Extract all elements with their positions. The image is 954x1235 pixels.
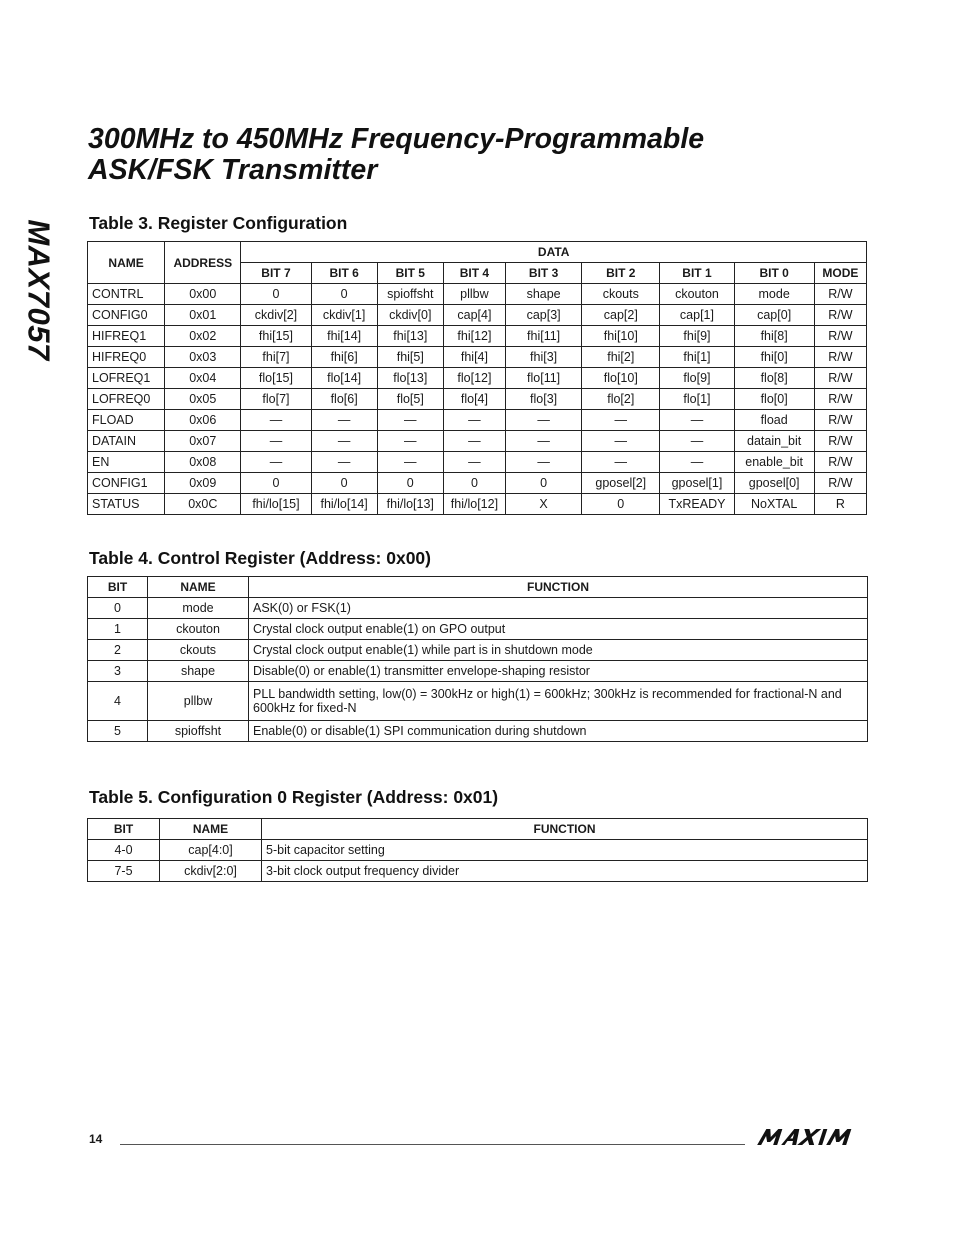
register-row xyxy=(88,410,867,431)
cell-address: 0x08 xyxy=(165,452,241,473)
cell-bit7: ckdiv[2] xyxy=(241,305,311,326)
cell-bit5: ckdiv[0] xyxy=(377,305,443,326)
control-bit-row xyxy=(88,598,868,619)
cell-function: Enable(0) or disable(1) SPI communication during shutdown xyxy=(249,721,868,742)
cell-bit6: flo[6] xyxy=(311,389,377,410)
cell-bit4: flo[4] xyxy=(443,389,505,410)
config0-register-rows xyxy=(88,840,868,882)
cell-name: shape xyxy=(148,661,249,682)
cell-bit5: fhi/lo[13] xyxy=(377,494,443,515)
register-row xyxy=(88,368,867,389)
header-bit: BIT xyxy=(88,577,148,598)
cell-mode: R/W xyxy=(814,410,866,431)
header-mode: MODE xyxy=(814,263,866,284)
cell-bit7: flo[15] xyxy=(241,368,311,389)
cell-bit: 4 xyxy=(88,682,148,721)
cell-address: 0x05 xyxy=(165,389,241,410)
cell-mode: R/W xyxy=(814,473,866,494)
cell-bit6: fhi/lo[14] xyxy=(311,494,377,515)
cell-function: 5-bit capacitor setting xyxy=(262,840,868,861)
cell-bit6: — xyxy=(311,431,377,452)
cell-bit7: 0 xyxy=(241,284,311,305)
cell-name: DATAIN xyxy=(88,431,165,452)
cell-mode: R/W xyxy=(814,305,866,326)
cell-name: STATUS xyxy=(88,494,165,515)
document-title xyxy=(88,124,704,186)
cell-bit6: — xyxy=(311,452,377,473)
cell-bit4: flo[12] xyxy=(443,368,505,389)
header-function: FUNCTION xyxy=(249,577,868,598)
cell-bit: 1 xyxy=(88,619,148,640)
cell-bit6: fhi[6] xyxy=(311,347,377,368)
cell-bit6: 0 xyxy=(311,284,377,305)
control-bit-row xyxy=(88,619,868,640)
cell-mode: R/W xyxy=(814,368,866,389)
cell-bit4: fhi[4] xyxy=(443,347,505,368)
header-bit6: BIT 6 xyxy=(311,263,377,284)
cell-bit: 4-0 xyxy=(88,840,160,861)
cell-bit7: fhi[15] xyxy=(241,326,311,347)
cell-bit1: gposel[1] xyxy=(660,473,734,494)
cell-bit4: cap[4] xyxy=(443,305,505,326)
cell-address: 0x04 xyxy=(165,368,241,389)
cell-bit7: fhi[7] xyxy=(241,347,311,368)
config0-bit-row xyxy=(88,861,868,882)
cell-bit1: — xyxy=(660,452,734,473)
cell-bit4: fhi[12] xyxy=(443,326,505,347)
cell-name: HIFREQ1 xyxy=(88,326,165,347)
cell-function: Crystal clock output enable(1) on GPO output xyxy=(249,619,868,640)
cell-bit0: flo[0] xyxy=(734,389,814,410)
register-row xyxy=(88,431,867,452)
header-function: FUNCTION xyxy=(262,819,868,840)
cell-bit3: flo[3] xyxy=(506,389,582,410)
header-bit2: BIT 2 xyxy=(582,263,660,284)
cell-bit0: datain_bit xyxy=(734,431,814,452)
cell-bit1: fhi[9] xyxy=(660,326,734,347)
cell-bit2: flo[10] xyxy=(582,368,660,389)
header-bit4: BIT 4 xyxy=(443,263,505,284)
cell-bit5: spioffsht xyxy=(377,284,443,305)
cell-mode: R/W xyxy=(814,347,866,368)
cell-function: ASK(0) or FSK(1) xyxy=(249,598,868,619)
cell-bit0: fhi[0] xyxy=(734,347,814,368)
control-bit-row xyxy=(88,682,868,721)
table3-title: Table 3. Register Configuration xyxy=(89,213,348,233)
cell-name: FLOAD xyxy=(88,410,165,431)
header-address: ADDRESS xyxy=(165,242,241,284)
register-row xyxy=(88,389,867,410)
cell-name: mode xyxy=(148,598,249,619)
cell-bit2: — xyxy=(582,410,660,431)
cell-bit1: flo[1] xyxy=(660,389,734,410)
table5-title: Table 5. Configuration 0 Register (Address: 0x01) xyxy=(89,787,499,807)
cell-bit1: — xyxy=(660,431,734,452)
cell-bit3: flo[11] xyxy=(506,368,582,389)
cell-bit1: — xyxy=(660,410,734,431)
cell-bit7: — xyxy=(241,431,311,452)
cell-bit: 0 xyxy=(88,598,148,619)
cell-bit2: flo[2] xyxy=(582,389,660,410)
cell-address: 0x00 xyxy=(165,284,241,305)
cell-bit5: 0 xyxy=(377,473,443,494)
cell-bit5: flo[5] xyxy=(377,389,443,410)
cell-address: 0x06 xyxy=(165,410,241,431)
header-name: NAME xyxy=(148,577,249,598)
cell-bit7: — xyxy=(241,452,311,473)
cell-bit5: fhi[13] xyxy=(377,326,443,347)
cell-bit2: ckouts xyxy=(582,284,660,305)
register-row xyxy=(88,473,867,494)
cell-bit5: — xyxy=(377,452,443,473)
cell-address: 0x09 xyxy=(165,473,241,494)
cell-bit6: ckdiv[1] xyxy=(311,305,377,326)
control-register-table xyxy=(87,576,868,742)
cell-function: Disable(0) or enable(1) transmitter envelope-shaping resistor xyxy=(249,661,868,682)
cell-name: LOFREQ0 xyxy=(88,389,165,410)
cell-bit1: ckouton xyxy=(660,284,734,305)
header-bit5: BIT 5 xyxy=(377,263,443,284)
document-title-line1: 300MHz to 450MHz Frequency-Programmable xyxy=(88,123,705,155)
cell-bit3: shape xyxy=(506,284,582,305)
cell-bit4: pllbw xyxy=(443,284,505,305)
header-bit7: BIT 7 xyxy=(241,263,311,284)
maxim-logo xyxy=(756,1127,866,1147)
cell-bit3: X xyxy=(506,494,582,515)
header-bit: BIT xyxy=(88,819,160,840)
cell-bit0: flo[8] xyxy=(734,368,814,389)
cell-name: pllbw xyxy=(148,682,249,721)
header-data: DATA xyxy=(241,242,867,263)
cell-name: CONFIG1 xyxy=(88,473,165,494)
cell-name: EN xyxy=(88,452,165,473)
cell-address: 0x07 xyxy=(165,431,241,452)
cell-mode: R/W xyxy=(814,431,866,452)
cell-function: 3-bit clock output frequency divider xyxy=(262,861,868,882)
header-name: NAME xyxy=(160,819,262,840)
cell-address: 0x01 xyxy=(165,305,241,326)
cell-bit7: — xyxy=(241,410,311,431)
cell-name: LOFREQ1 xyxy=(88,368,165,389)
config0-bit-row xyxy=(88,840,868,861)
config0-register-table xyxy=(87,818,868,882)
cell-bit7: fhi/lo[15] xyxy=(241,494,311,515)
cell-bit: 3 xyxy=(88,661,148,682)
cell-bit1: fhi[1] xyxy=(660,347,734,368)
register-row xyxy=(88,452,867,473)
cell-bit2: gposel[2] xyxy=(582,473,660,494)
register-rows xyxy=(88,284,867,515)
cell-bit1: flo[9] xyxy=(660,368,734,389)
cell-bit5: — xyxy=(377,410,443,431)
cell-bit2: fhi[10] xyxy=(582,326,660,347)
cell-name: CONTRL xyxy=(88,284,165,305)
side-part-number xyxy=(14,210,64,370)
cell-name: ckdiv[2:0] xyxy=(160,861,262,882)
cell-bit3: 0 xyxy=(506,473,582,494)
cell-function: Crystal clock output enable(1) while part is in shutdown mode xyxy=(249,640,868,661)
cell-address: 0x0C xyxy=(165,494,241,515)
cell-name: cap[4:0] xyxy=(160,840,262,861)
register-row xyxy=(88,326,867,347)
cell-bit4: — xyxy=(443,431,505,452)
cell-bit: 7-5 xyxy=(88,861,160,882)
cell-bit5: fhi[5] xyxy=(377,347,443,368)
control-bit-row xyxy=(88,640,868,661)
page-number: 14 xyxy=(89,1132,103,1146)
cell-name: CONFIG0 xyxy=(88,305,165,326)
cell-bit3: cap[3] xyxy=(506,305,582,326)
cell-bit6: flo[14] xyxy=(311,368,377,389)
cell-bit3: — xyxy=(506,452,582,473)
cell-name: HIFREQ0 xyxy=(88,347,165,368)
cell-bit4: fhi/lo[12] xyxy=(443,494,505,515)
cell-bit5: flo[13] xyxy=(377,368,443,389)
cell-name: ckouts xyxy=(148,640,249,661)
cell-name: ckouton xyxy=(148,619,249,640)
control-bit-row xyxy=(88,721,868,742)
register-row xyxy=(88,284,867,305)
cell-bit1: cap[1] xyxy=(660,305,734,326)
document-title-line2: ASK/FSK Transmitter xyxy=(88,154,378,186)
side-part-number-text: MAX7057 xyxy=(22,219,58,361)
header-bit3: BIT 3 xyxy=(506,263,582,284)
cell-bit3: — xyxy=(506,410,582,431)
cell-bit2: — xyxy=(582,452,660,473)
register-row xyxy=(88,305,867,326)
table4-title: Table 4. Control Register (Address: 0x00) xyxy=(89,548,431,568)
cell-bit0: mode xyxy=(734,284,814,305)
cell-bit0: NoXTAL xyxy=(734,494,814,515)
cell-bit: 2 xyxy=(88,640,148,661)
cell-bit2: fhi[2] xyxy=(582,347,660,368)
cell-bit7: 0 xyxy=(241,473,311,494)
register-configuration-table xyxy=(87,241,867,515)
cell-mode: R/W xyxy=(814,389,866,410)
cell-mode: R/W xyxy=(814,284,866,305)
cell-bit6: 0 xyxy=(311,473,377,494)
header-bit0: BIT 0 xyxy=(734,263,814,284)
cell-bit0: cap[0] xyxy=(734,305,814,326)
cell-bit4: — xyxy=(443,410,505,431)
cell-mode: R/W xyxy=(814,326,866,347)
header-name: NAME xyxy=(88,242,165,284)
cell-bit2: — xyxy=(582,431,660,452)
register-row xyxy=(88,347,867,368)
cell-bit: 5 xyxy=(88,721,148,742)
cell-bit2: 0 xyxy=(582,494,660,515)
cell-bit0: fload xyxy=(734,410,814,431)
cell-function: PLL bandwidth setting, low(0) = 300kHz or high(1) = 600kHz; 300kHz is recommended for fractional-N and 600kHz for fixed-N xyxy=(249,682,868,721)
cell-bit0: enable_bit xyxy=(734,452,814,473)
cell-mode: R/W xyxy=(814,452,866,473)
register-row xyxy=(88,494,867,515)
control-register-rows xyxy=(88,598,868,742)
header-bit1: BIT 1 xyxy=(660,263,734,284)
cell-bit3: fhi[11] xyxy=(506,326,582,347)
cell-address: 0x03 xyxy=(165,347,241,368)
cell-bit5: — xyxy=(377,431,443,452)
cell-address: 0x02 xyxy=(165,326,241,347)
control-bit-row xyxy=(88,661,868,682)
cell-bit0: fhi[8] xyxy=(734,326,814,347)
cell-bit3: — xyxy=(506,431,582,452)
footer-divider xyxy=(120,1144,745,1145)
cell-bit2: cap[2] xyxy=(582,305,660,326)
cell-name: spioffsht xyxy=(148,721,249,742)
cell-bit3: fhi[3] xyxy=(506,347,582,368)
cell-bit4: — xyxy=(443,452,505,473)
cell-bit0: gposel[0] xyxy=(734,473,814,494)
cell-bit6: fhi[14] xyxy=(311,326,377,347)
cell-bit6: — xyxy=(311,410,377,431)
cell-mode: R xyxy=(814,494,866,515)
cell-bit4: 0 xyxy=(443,473,505,494)
cell-bit1: TxREADY xyxy=(660,494,734,515)
cell-bit7: flo[7] xyxy=(241,389,311,410)
